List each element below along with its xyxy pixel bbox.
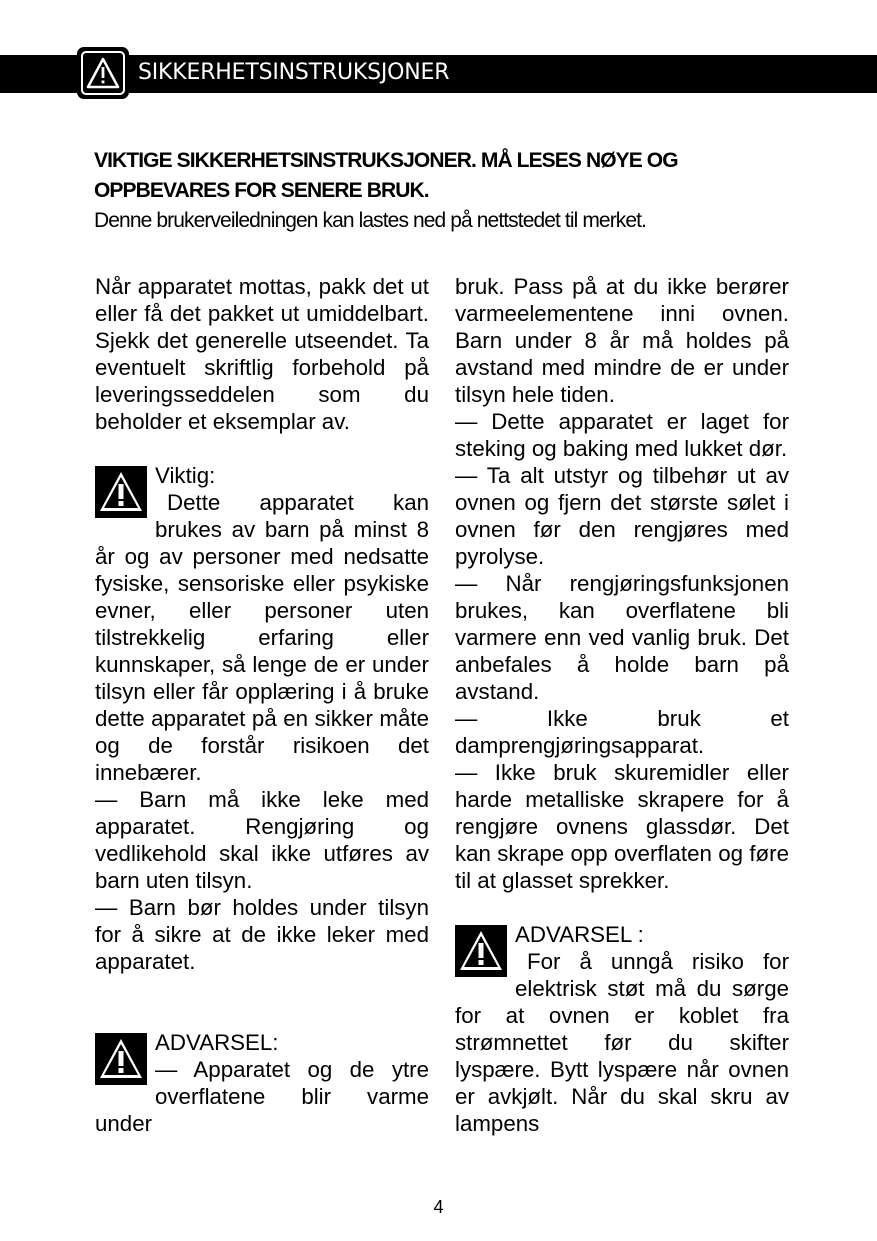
intro-download-note: Denne brukerveiledningen kan lastes ned på nettstedet til merket.: [94, 209, 647, 232]
important-label: Viktig:: [155, 463, 216, 488]
page-number: 4: [433, 1197, 444, 1217]
important-block: [95, 462, 429, 786]
intro-bold-line-2: OPPBEVARES FOR SENERE BRUK.: [94, 179, 429, 202]
right-bullet-1: — Dette apparatet er laget for steking og baking med lukket dør.: [455, 409, 789, 461]
important-warning-icon: [95, 466, 147, 518]
right-paragraph-1: bruk. Pass på at du ikke berører varmeelementene inni ovnen. Barn under 8 år må holdes på avstand med mindre de er under tilsyn hele tiden.: [455, 274, 789, 407]
warning-text-left: — Apparatet og de ytre overflatene blir varme under: [95, 1057, 429, 1136]
warning-label-right: ADVARSEL :: [515, 922, 644, 947]
important-text: Dette apparatet kan brukes av barn på minst 8 år og av personer med nedsatte fysiske, sensoriske eller psykiske evner, eller personer uten tilstrekkelig erfaring eller kunnskaper, så lenge de er under tilsyn eller får opplæring i å bruke dette apparatet på en sikker måte og de forstår risikoen det innebærer.: [95, 490, 429, 785]
warning-icon-left: [95, 1033, 147, 1085]
right-bullet-2: — Ta alt utstyr og tilbehør ut av ovnen og fjern det største sølet i ovnen før den rengjøres med pyrolyse.: [455, 463, 789, 569]
warning-label-left: ADVARSEL:: [155, 1030, 279, 1055]
intro-bold-line-1: VIKTIGE SIKKERHETSINSTRUKSJONER. MÅ LESES NØYE OG: [94, 149, 678, 172]
right-bullet-3: — Når rengjøringsfunksjonen brukes, kan overflatene bli varmere enn ved vanlig bruk. Det anbefales å holde barn på avstand.: [455, 571, 789, 704]
receipt-paragraph: Når apparatet mottas, pakk det ut eller få det pakket ut umiddelbart. Sjekk det generelle utseendet. Ta eventuelt skriftlig forbehold på leveringsseddelen som du beholder et eksemplar av.: [95, 274, 429, 434]
header-icon-box: [77, 47, 129, 99]
left-bullet-1: — Barn må ikke leke med apparatet. Rengjøring og vedlikehold skal ikke utføres av barn uten tilsyn.: [95, 787, 429, 893]
left-bullet-2: — Barn bør holdes under tilsyn for å sikre at de ikke leker med apparatet.: [95, 895, 429, 974]
warning-block-right: [455, 921, 789, 1137]
right-column: [455, 273, 789, 1137]
left-column: [95, 273, 429, 1137]
right-bullet-4: — Ikke bruk et damprengjøringsapparat.: [455, 706, 789, 758]
header-title: SIKKERHETSINSTRUKSJONER: [138, 60, 450, 85]
warning-icon-right: [455, 925, 507, 977]
right-bullet-5: — Ikke bruk skuremidler eller harde metalliske skrapere for å rengjøre ovnens glassdør. Det kan skrape opp overflaten og føre til at glasset sprekker.: [455, 760, 789, 893]
warning-triangle-icon: [85, 56, 121, 90]
warning-text-right: For å unngå risiko for elektrisk støt må du sørge for at ovnen er koblet fra strømnettet før du skifter lyspære. Bytt lyspære når ovnen er avkjølt. Når du skal skru av lampens: [455, 949, 789, 1136]
warning-block-left: [95, 1029, 429, 1137]
intro: [94, 146, 794, 236]
